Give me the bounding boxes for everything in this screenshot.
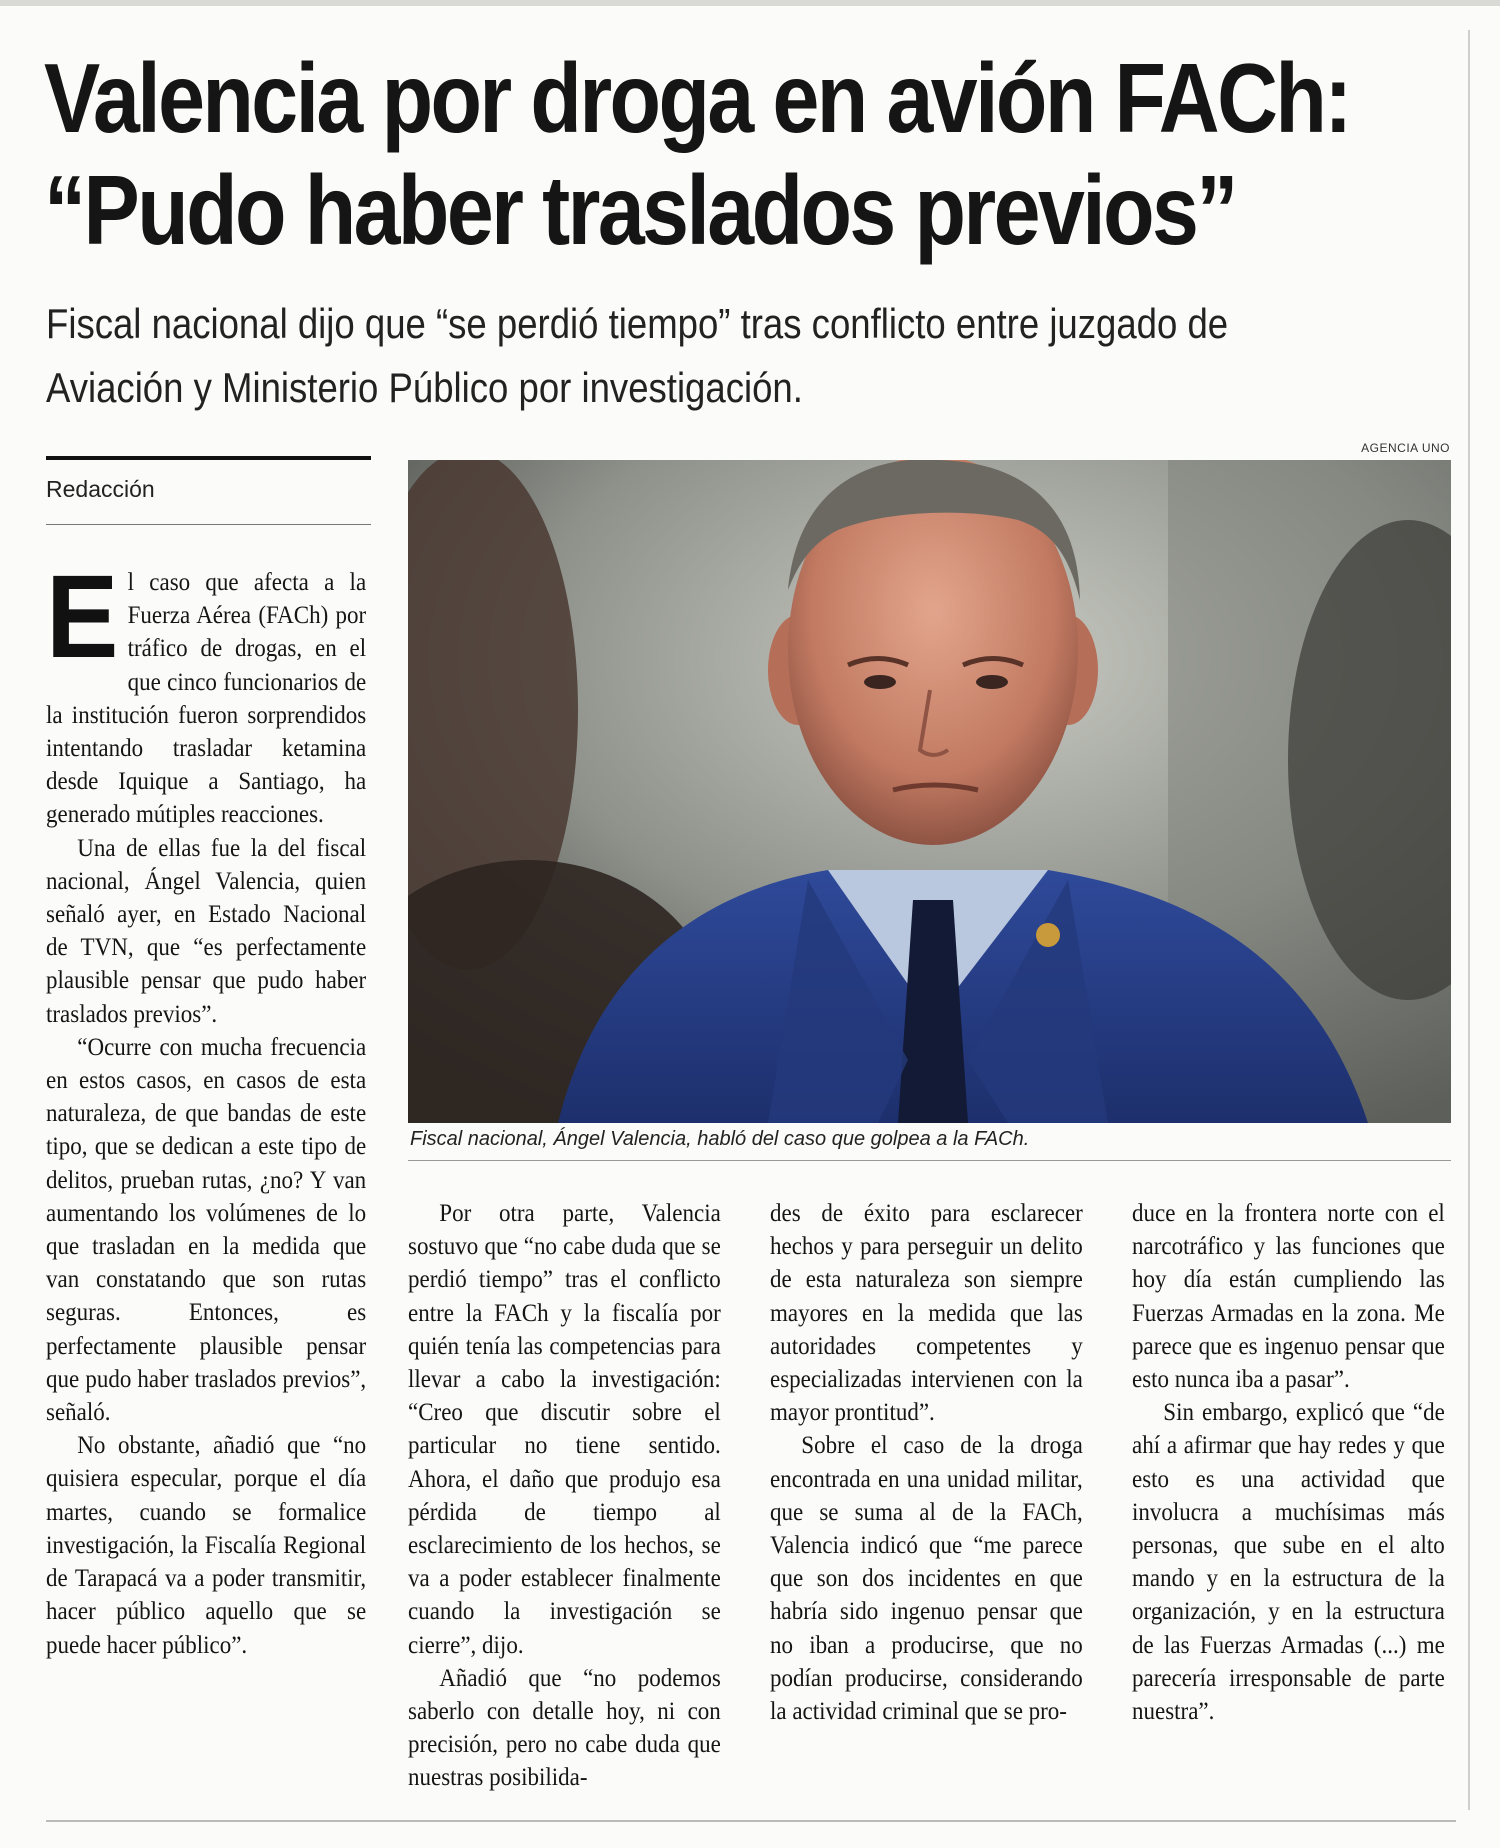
article-column-2 bbox=[408, 1197, 721, 1795]
subheadline: Fiscal nacional dijo que “se perdió tiempo” tras conflicto entre juzgado de Aviación y Ministerio Público por investigación. bbox=[46, 300, 1229, 411]
drop-cap: E bbox=[46, 551, 119, 683]
portrait-illustration bbox=[408, 460, 1451, 1123]
article-column-4 bbox=[1132, 1197, 1445, 1728]
article-photo bbox=[408, 460, 1451, 1123]
page-top-rule bbox=[0, 0, 1500, 6]
photo-caption: Fiscal nacional, Ángel Valencia, habló del caso que golpea a la FACh. bbox=[410, 1128, 1030, 1150]
paragraph bbox=[46, 551, 367, 832]
byline: Redacción bbox=[46, 476, 155, 502]
paragraph: Sobre el caso de la droga encontrada en una unidad militar, que se suma al de la FACh, Valencia indicó que “me parece que son dos incidentes en que habría sido ingenuo pensar que no iban a producirse, que no podían producirse, considerando la actividad criminal que se pro- bbox=[770, 1432, 1083, 1726]
paragraph: Por otra parte, Valencia sostuvo que “no cabe duda que se perdió tiempo” tras el conflicto entre la FACh y la fiscalía por quién tenía las competencias para llevar a cabo la investigación: “Creo que discutir sobre el particular no tiene sentido. Ahora, el daño que produjo esa pérdida de tiempo al esclarecimiento de los hechos, se va a poder establecer finalmente cuando la investigación se cierre”, dijo. bbox=[408, 1200, 721, 1659]
paragraph: des de éxito para esclarecer hechos y para perseguir un delito de esta naturaleza son siempre mayores en la medida que las autoridades competentes y especializadas intervienen con la mayor prontitud”. bbox=[770, 1200, 1083, 1427]
paragraph: “Ocurre con mucha frecuencia en estos casos, en casos de esta naturaleza, de que bandas de este tipo, que se dedican a este tipo de delitos, prueban rutas, ¿no? Y van aumentando los volúmenes de lo que trasladan en la medida que van constatando que son rutas seguras. Entonces, es perfectamente plausible pensar que pudo haber traslados previos”, señaló. bbox=[46, 1033, 367, 1427]
paragraph-text: l caso que afecta a la Fuerza Aérea (FACh) por tráfico de drogas, en el que cinco funcionarios de la institución fueron sorprendidos intentando trasladar ketamina desde Iquique a Santiago, ha generado mútiples reacciones. bbox=[46, 569, 367, 829]
paragraph: Añadió que “no podemos saberlo con detalle hoy, ni con precisión, pero no cabe duda que nuestras posibilida- bbox=[408, 1664, 721, 1792]
article-column-1 bbox=[46, 551, 367, 1662]
article-column-3 bbox=[770, 1197, 1083, 1728]
headline bbox=[44, 42, 1350, 266]
headline-line-2: “Pudo haber traslados previos” bbox=[44, 155, 1236, 265]
paragraph: duce en la frontera norte con el narcotráfico y las funciones que hoy día están cumpliendo las Fuerzas Armadas en la zona. Me parece que es ingenuo pensar que esto nunca iba a pasar”. bbox=[1132, 1200, 1445, 1394]
paragraph: Sin embargo, explicó que “de ahí a afirmar que hay redes y que esto es una actividad que involucra a muchísimas más personas, que sube en el alto mando y en la estructura de la organización, y en la estructura de las Fuerzas Armadas (...) me parecería irresponsable de parte nuestra”. bbox=[1132, 1399, 1445, 1726]
paragraph: No obstante, añadió que “no quisiera especular, porque el día martes, cuando se formalice investigación, la Fiscalía Regional de Tarapacá va a poder transmitir, hacer público aquello que se puede hacer público”. bbox=[46, 1432, 367, 1659]
byline-top-rule bbox=[46, 456, 371, 460]
page-bottom-rule bbox=[46, 1820, 1456, 1822]
byline-bottom-rule bbox=[46, 524, 371, 525]
headline-line-1: Valencia por droga en avión FACh: bbox=[44, 43, 1350, 153]
paragraph: Una de ellas fue la del fiscal nacional, Ángel Valencia, quien señaló ayer, en Estado Nacional de TVN, que “es perfectamente plausible pensar que pudo haber traslados previos”. bbox=[46, 834, 367, 1028]
page-right-rule bbox=[1468, 30, 1470, 1810]
photo-credit: AGENCIA UNO bbox=[1361, 441, 1450, 455]
caption-rule bbox=[408, 1160, 1451, 1161]
